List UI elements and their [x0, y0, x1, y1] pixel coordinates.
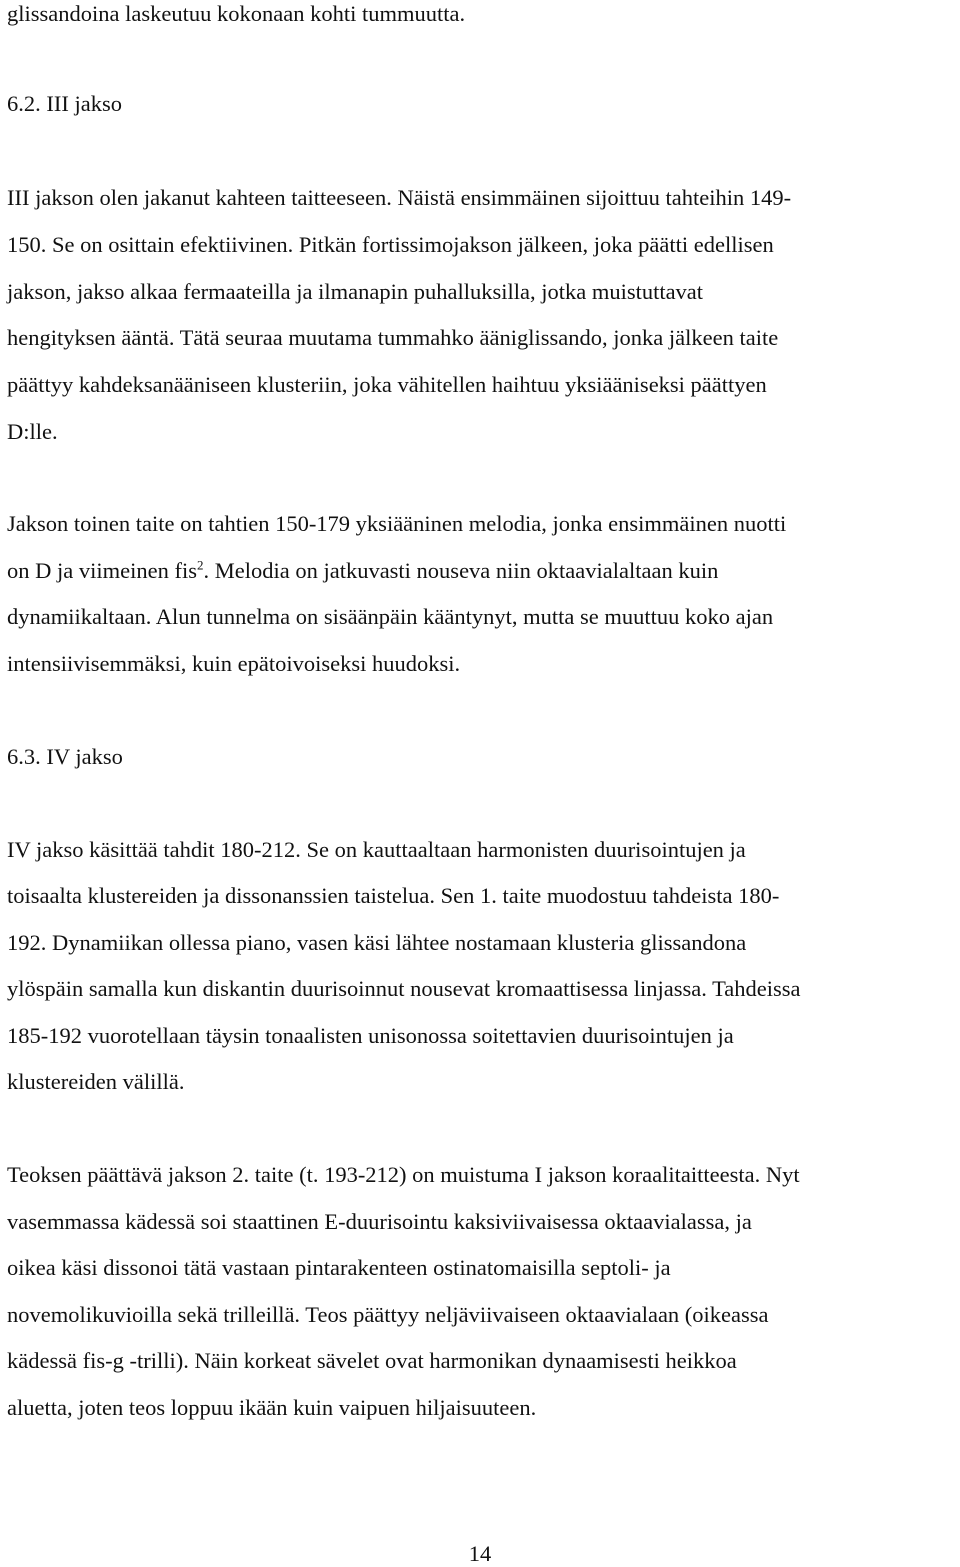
paragraph-line: 150. Se on osittain efektiivinen. Pitkän fortissimojakson jälkeen, joka päätti edellisen [7, 232, 774, 257]
paragraph-line: oikea käsi dissonoi tätä vastaan pintarakenteen ostinatomaisilla septoli- ja [7, 1255, 671, 1280]
paragraph-line: jakson, jakso alkaa fermaateilla ja ilmanapin puhalluksilla, jotka muistuttavat [7, 279, 704, 304]
paragraph-line: hengityksen ääntä. Tätä seuraa muutama tummahko ääniglissando, jonka jälkeen taite [7, 325, 779, 350]
paragraph-line: D:lle. [7, 419, 58, 444]
paragraph-line: 192. Dynamiikan ollessa piano, vasen käsi lähtee nostamaan klusteria glissandona [7, 930, 747, 955]
intro-line: glissandoina laskeutuu kokonaan kohti tummuutta. [7, 1, 466, 26]
paragraph-line: kädessä fis-g -trilli). Näin korkeat sävelet ovat harmonikan dynaamisesti heikkoa [7, 1348, 737, 1373]
page-number: 14 [468, 1541, 492, 1566]
paragraph-line: ylöspäin samalla kun diskantin duurisoinnut nousevat kromaattisessa linjassa. Tahdeissa [7, 976, 801, 1001]
paragraph-line: IV jakso käsittää tahdit 180-212. Se on kauttaaltaan harmonisten duurisointujen ja [7, 837, 746, 862]
paragraph-line: päättyy kahdeksanääniseen klusteriin, joka vähitellen haihtuu yksiääniseksi päättyen [7, 372, 767, 397]
text-segment: on D ja viimeinen fis [7, 558, 197, 583]
paragraph-line: III jakson olen jakanut kahteen taitteeseen. Näistä ensimmäinen sijoittuu tahteihin 149- [7, 185, 792, 210]
paragraph-line: novemolikuvioilla sekä trilleillä. Teos päättyy neljäviivaiseen oktaavialaan (oikeassa [7, 1302, 769, 1327]
paragraph-line: vasemmassa kädessä soi staattinen E-duurisointu kaksiviivaisessa oktaavialassa, ja [7, 1209, 752, 1234]
section-heading-6-2: 6.2. III jakso [7, 91, 122, 116]
superscript: 2 [196, 557, 204, 573]
paragraph-line: dynamiikaltaan. Alun tunnelma on sisäänpäin kääntynyt, mutta se muuttuu koko ajan [7, 604, 774, 629]
paragraph-line: klustereiden välillä. [7, 1069, 185, 1094]
text-segment: . Melodia on jatkuvasti nouseva niin oktaavialaltaan kuin [203, 558, 719, 583]
paragraph-line: Jakson toinen taite on tahtien 150-179 yksiääninen melodia, jonka ensimmäinen nuotti [7, 511, 787, 536]
paragraph-line: intensiivisemmäksi, kuin epätoivoiseksi huudoksi. [7, 651, 461, 676]
paragraph-line: Teoksen päättävä jakson 2. taite (t. 193-212) on muistuma I jakson koraalitaitteesta. Nyt [7, 1162, 800, 1187]
paragraph-line-with-superscript [7, 557, 718, 585]
paragraph-line: toisaalta klustereiden ja dissonanssien taistelua. Sen 1. taite muodostuu tahdeista 180- [7, 883, 780, 908]
paragraph-line: aluetta, joten teos loppuu ikään kuin vaipuen hiljaisuuteen. [7, 1395, 537, 1420]
section-heading-6-3: 6.3. IV jakso [7, 744, 123, 769]
paragraph-line: 185-192 vuorotellaan täysin tonaalisten unisonossa soitettavien duurisointujen ja [7, 1023, 734, 1048]
